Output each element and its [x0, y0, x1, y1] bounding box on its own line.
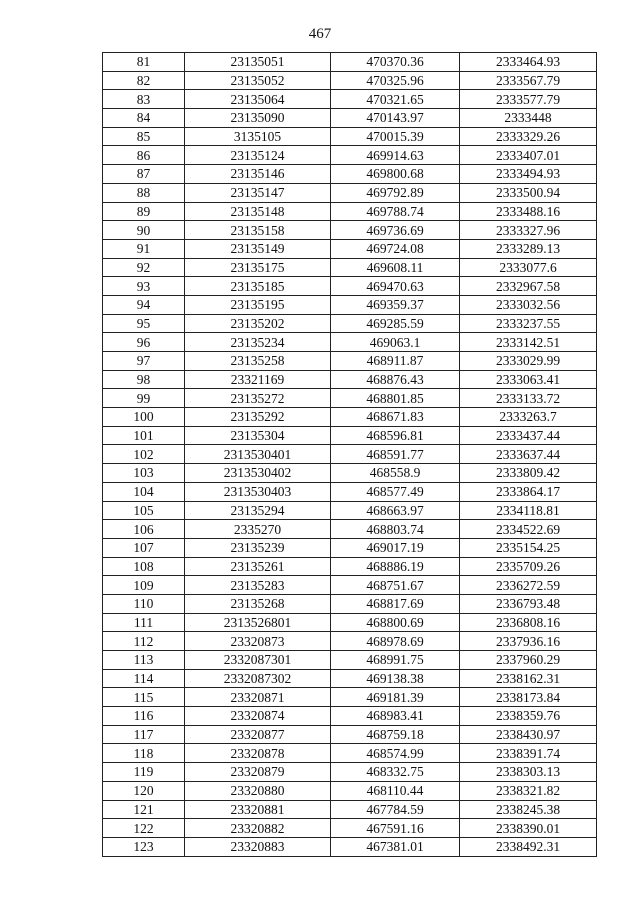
table-body — [103, 53, 597, 857]
x-coordinate-cell: 467784.59 — [331, 800, 460, 819]
y-coordinate-cell: 2338303.13 — [460, 763, 597, 782]
table-row — [103, 557, 597, 576]
x-coordinate-cell: 469470.63 — [331, 277, 460, 296]
point-id-cell: 23135234 — [185, 333, 331, 352]
point-id-cell: 23135202 — [185, 314, 331, 333]
x-coordinate-cell: 468759.18 — [331, 725, 460, 744]
x-coordinate-cell: 469736.69 — [331, 221, 460, 240]
coordinates-table — [102, 52, 597, 857]
table-row — [103, 389, 597, 408]
point-id-cell: 23135090 — [185, 109, 331, 128]
y-coordinate-cell: 2338321.82 — [460, 781, 597, 800]
row-index-cell: 113 — [103, 651, 185, 670]
x-coordinate-cell: 467591.16 — [331, 819, 460, 838]
table-row — [103, 632, 597, 651]
row-index-cell: 102 — [103, 445, 185, 464]
y-coordinate-cell: 2338245.38 — [460, 800, 597, 819]
row-index-cell: 98 — [103, 370, 185, 389]
point-id-cell: 23321169 — [185, 370, 331, 389]
x-coordinate-cell: 469181.39 — [331, 688, 460, 707]
point-id-cell: 23320880 — [185, 781, 331, 800]
x-coordinate-cell: 468558.9 — [331, 464, 460, 483]
table-row — [103, 707, 597, 726]
y-coordinate-cell: 2338430.97 — [460, 725, 597, 744]
row-index-cell: 85 — [103, 127, 185, 146]
x-coordinate-cell: 469914.63 — [331, 146, 460, 165]
table-row — [103, 651, 597, 670]
page-number: 467 — [308, 26, 332, 42]
y-coordinate-cell: 2333567.79 — [460, 71, 597, 90]
point-id-cell: 23135052 — [185, 71, 331, 90]
row-index-cell: 119 — [103, 763, 185, 782]
table-row — [103, 501, 597, 520]
row-index-cell: 108 — [103, 557, 185, 576]
point-id-cell: 23320878 — [185, 744, 331, 763]
table-row — [103, 464, 597, 483]
y-coordinate-cell: 2334522.69 — [460, 520, 597, 539]
table-row — [103, 202, 597, 221]
x-coordinate-cell: 467381.01 — [331, 837, 460, 856]
x-coordinate-cell: 469017.19 — [331, 538, 460, 557]
row-index-cell: 94 — [103, 295, 185, 314]
row-index-cell: 106 — [103, 520, 185, 539]
row-index-cell: 116 — [103, 707, 185, 726]
table-row — [103, 408, 597, 427]
y-coordinate-cell: 2337960.29 — [460, 651, 597, 670]
row-index-cell: 107 — [103, 538, 185, 557]
y-coordinate-cell: 2333864.17 — [460, 482, 597, 501]
table-row — [103, 370, 597, 389]
y-coordinate-cell: 2333637.44 — [460, 445, 597, 464]
point-id-cell: 23135124 — [185, 146, 331, 165]
point-id-cell: 23320874 — [185, 707, 331, 726]
x-coordinate-cell: 469792.89 — [331, 183, 460, 202]
x-coordinate-cell: 469063.1 — [331, 333, 460, 352]
x-coordinate-cell: 469608.11 — [331, 258, 460, 277]
x-coordinate-cell: 468817.69 — [331, 594, 460, 613]
y-coordinate-cell: 2333142.51 — [460, 333, 597, 352]
x-coordinate-cell: 468596.81 — [331, 426, 460, 445]
point-id-cell: 23135258 — [185, 352, 331, 371]
point-id-cell: 23135051 — [185, 53, 331, 72]
point-id-cell: 2332087301 — [185, 651, 331, 670]
x-coordinate-cell: 469788.74 — [331, 202, 460, 221]
x-coordinate-cell: 468663.97 — [331, 501, 460, 520]
row-index-cell: 81 — [103, 53, 185, 72]
y-coordinate-cell: 2338492.31 — [460, 837, 597, 856]
x-coordinate-cell: 469359.37 — [331, 295, 460, 314]
table-row — [103, 277, 597, 296]
x-coordinate-cell: 468876.43 — [331, 370, 460, 389]
point-id-cell: 23135195 — [185, 295, 331, 314]
table-row — [103, 333, 597, 352]
y-coordinate-cell: 2335709.26 — [460, 557, 597, 576]
x-coordinate-cell: 468911.87 — [331, 352, 460, 371]
x-coordinate-cell: 470321.65 — [331, 90, 460, 109]
point-id-cell: 23135146 — [185, 165, 331, 184]
x-coordinate-cell: 469800.68 — [331, 165, 460, 184]
y-coordinate-cell: 2333329.26 — [460, 127, 597, 146]
x-coordinate-cell: 469724.08 — [331, 239, 460, 258]
y-coordinate-cell: 2336793.48 — [460, 594, 597, 613]
point-id-cell: 2335270 — [185, 520, 331, 539]
x-coordinate-cell: 468591.77 — [331, 445, 460, 464]
y-coordinate-cell: 2333500.94 — [460, 183, 597, 202]
y-coordinate-cell: 2338162.31 — [460, 669, 597, 688]
point-id-cell: 23135304 — [185, 426, 331, 445]
row-index-cell: 88 — [103, 183, 185, 202]
row-index-cell: 100 — [103, 408, 185, 427]
point-id-cell: 2313530401 — [185, 445, 331, 464]
y-coordinate-cell: 2333063.41 — [460, 370, 597, 389]
row-index-cell: 95 — [103, 314, 185, 333]
x-coordinate-cell: 468751.67 — [331, 576, 460, 595]
row-index-cell: 92 — [103, 258, 185, 277]
row-index-cell: 120 — [103, 781, 185, 800]
table-row — [103, 445, 597, 464]
table-row — [103, 426, 597, 445]
y-coordinate-cell: 2335154.25 — [460, 538, 597, 557]
point-id-cell: 23135158 — [185, 221, 331, 240]
table-row — [103, 221, 597, 240]
table-row — [103, 520, 597, 539]
x-coordinate-cell: 468991.75 — [331, 651, 460, 670]
y-coordinate-cell: 2338173.84 — [460, 688, 597, 707]
table-row — [103, 800, 597, 819]
y-coordinate-cell: 2333237.55 — [460, 314, 597, 333]
x-coordinate-cell: 468803.74 — [331, 520, 460, 539]
y-coordinate-cell: 2333577.79 — [460, 90, 597, 109]
point-id-cell: 23135294 — [185, 501, 331, 520]
point-id-cell: 23135147 — [185, 183, 331, 202]
row-index-cell: 103 — [103, 464, 185, 483]
y-coordinate-cell: 2333133.72 — [460, 389, 597, 408]
x-coordinate-cell: 468801.85 — [331, 389, 460, 408]
y-coordinate-cell: 2333263.7 — [460, 408, 597, 427]
point-id-cell: 23135268 — [185, 594, 331, 613]
table-row — [103, 71, 597, 90]
point-id-cell: 23135148 — [185, 202, 331, 221]
row-index-cell: 117 — [103, 725, 185, 744]
table-row — [103, 819, 597, 838]
table-row — [103, 183, 597, 202]
point-id-cell: 2313530403 — [185, 482, 331, 501]
point-id-cell: 23135261 — [185, 557, 331, 576]
point-id-cell: 23320877 — [185, 725, 331, 744]
table-row — [103, 352, 597, 371]
y-coordinate-cell: 2333077.6 — [460, 258, 597, 277]
x-coordinate-cell: 470143.97 — [331, 109, 460, 128]
point-id-cell: 2313526801 — [185, 613, 331, 632]
y-coordinate-cell: 2332967.58 — [460, 277, 597, 296]
y-coordinate-cell: 2333327.96 — [460, 221, 597, 240]
x-coordinate-cell: 470325.96 — [331, 71, 460, 90]
y-coordinate-cell: 2333029.99 — [460, 352, 597, 371]
x-coordinate-cell: 470370.36 — [331, 53, 460, 72]
row-index-cell: 111 — [103, 613, 185, 632]
row-index-cell: 96 — [103, 333, 185, 352]
row-index-cell: 112 — [103, 632, 185, 651]
y-coordinate-cell: 2333032.56 — [460, 295, 597, 314]
point-id-cell: 23135283 — [185, 576, 331, 595]
row-index-cell: 115 — [103, 688, 185, 707]
x-coordinate-cell: 468983.41 — [331, 707, 460, 726]
point-id-cell: 23135292 — [185, 408, 331, 427]
row-index-cell: 91 — [103, 239, 185, 258]
point-id-cell: 2332087302 — [185, 669, 331, 688]
table-row — [103, 109, 597, 128]
x-coordinate-cell: 468978.69 — [331, 632, 460, 651]
point-id-cell: 3135105 — [185, 127, 331, 146]
point-id-cell: 23135272 — [185, 389, 331, 408]
row-index-cell: 84 — [103, 109, 185, 128]
table-row — [103, 146, 597, 165]
table-row — [103, 725, 597, 744]
table-row — [103, 576, 597, 595]
table-row — [103, 613, 597, 632]
x-coordinate-cell: 468886.19 — [331, 557, 460, 576]
row-index-cell: 114 — [103, 669, 185, 688]
table-row — [103, 314, 597, 333]
row-index-cell: 121 — [103, 800, 185, 819]
point-id-cell: 23320881 — [185, 800, 331, 819]
row-index-cell: 86 — [103, 146, 185, 165]
y-coordinate-cell: 2333289.13 — [460, 239, 597, 258]
y-coordinate-cell: 2333464.93 — [460, 53, 597, 72]
x-coordinate-cell: 468110.44 — [331, 781, 460, 800]
table-row — [103, 763, 597, 782]
table-row — [103, 295, 597, 314]
table-row — [103, 90, 597, 109]
point-id-cell: 23135239 — [185, 538, 331, 557]
table-row — [103, 837, 597, 856]
row-index-cell: 101 — [103, 426, 185, 445]
table-row — [103, 53, 597, 72]
point-id-cell: 23320882 — [185, 819, 331, 838]
point-id-cell: 2313530402 — [185, 464, 331, 483]
table-row — [103, 781, 597, 800]
table-row — [103, 688, 597, 707]
row-index-cell: 123 — [103, 837, 185, 856]
table-row — [103, 594, 597, 613]
x-coordinate-cell: 469285.59 — [331, 314, 460, 333]
table-row — [103, 258, 597, 277]
y-coordinate-cell: 2338359.76 — [460, 707, 597, 726]
row-index-cell: 90 — [103, 221, 185, 240]
y-coordinate-cell: 2333494.93 — [460, 165, 597, 184]
point-id-cell: 23135149 — [185, 239, 331, 258]
point-id-cell: 23135185 — [185, 277, 331, 296]
row-index-cell: 87 — [103, 165, 185, 184]
x-coordinate-cell: 468671.83 — [331, 408, 460, 427]
row-index-cell: 109 — [103, 576, 185, 595]
y-coordinate-cell: 2338391.74 — [460, 744, 597, 763]
x-coordinate-cell: 470015.39 — [331, 127, 460, 146]
point-id-cell: 23135064 — [185, 90, 331, 109]
y-coordinate-cell: 2333809.42 — [460, 464, 597, 483]
table-row — [103, 669, 597, 688]
y-coordinate-cell: 2336272.59 — [460, 576, 597, 595]
y-coordinate-cell: 2336808.16 — [460, 613, 597, 632]
x-coordinate-cell: 469138.38 — [331, 669, 460, 688]
row-index-cell: 110 — [103, 594, 185, 613]
point-id-cell: 23320879 — [185, 763, 331, 782]
y-coordinate-cell: 2333488.16 — [460, 202, 597, 221]
row-index-cell: 105 — [103, 501, 185, 520]
row-index-cell: 82 — [103, 71, 185, 90]
point-id-cell: 23135175 — [185, 258, 331, 277]
table-row — [103, 165, 597, 184]
row-index-cell: 93 — [103, 277, 185, 296]
x-coordinate-cell: 468574.99 — [331, 744, 460, 763]
x-coordinate-cell: 468800.69 — [331, 613, 460, 632]
point-id-cell: 23320871 — [185, 688, 331, 707]
table-row — [103, 239, 597, 258]
table-row — [103, 744, 597, 763]
x-coordinate-cell: 468577.49 — [331, 482, 460, 501]
row-index-cell: 118 — [103, 744, 185, 763]
row-index-cell: 89 — [103, 202, 185, 221]
table-row — [103, 538, 597, 557]
y-coordinate-cell: 2333407.01 — [460, 146, 597, 165]
y-coordinate-cell: 2333448 — [460, 109, 597, 128]
table-row — [103, 482, 597, 501]
row-index-cell: 99 — [103, 389, 185, 408]
x-coordinate-cell: 468332.75 — [331, 763, 460, 782]
point-id-cell: 23320883 — [185, 837, 331, 856]
row-index-cell: 104 — [103, 482, 185, 501]
y-coordinate-cell: 2338390.01 — [460, 819, 597, 838]
y-coordinate-cell: 2333437.44 — [460, 426, 597, 445]
row-index-cell: 97 — [103, 352, 185, 371]
y-coordinate-cell: 2337936.16 — [460, 632, 597, 651]
row-index-cell: 83 — [103, 90, 185, 109]
y-coordinate-cell: 2334118.81 — [460, 501, 597, 520]
table-row — [103, 127, 597, 146]
point-id-cell: 23320873 — [185, 632, 331, 651]
row-index-cell: 122 — [103, 819, 185, 838]
